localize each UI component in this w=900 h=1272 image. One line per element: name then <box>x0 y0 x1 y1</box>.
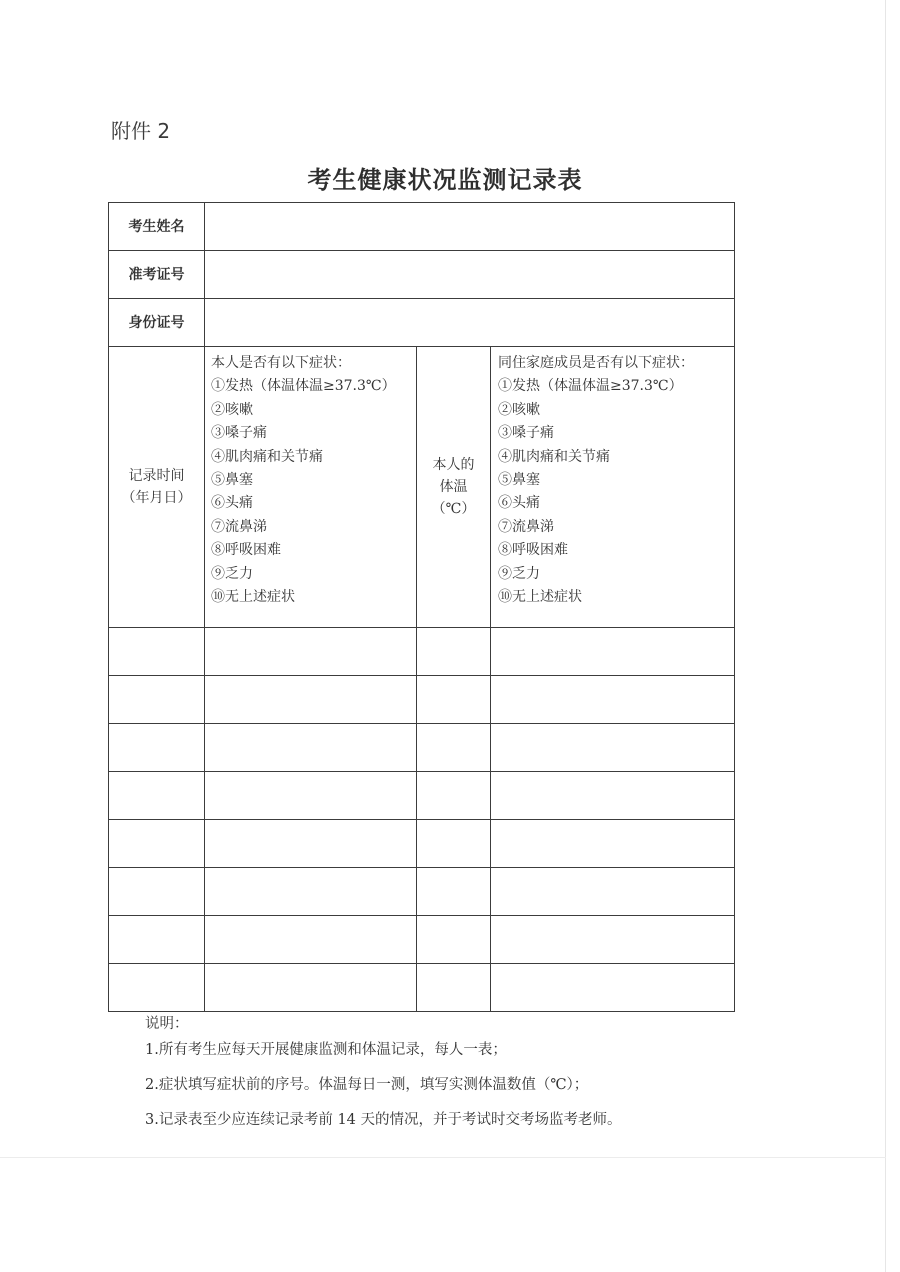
family-symptom-item: ⑧呼吸困难 <box>498 542 568 559</box>
record-date-cell[interactable] <box>109 820 204 867</box>
self-symptom-item: ⑦流鼻涕 <box>211 518 267 535</box>
family-symptom-item: ⑥头痛 <box>498 495 540 512</box>
family-symptom-item: ①发热（体温体温≥37.3℃） <box>498 378 683 395</box>
exam-ticket-label: 准考证号 <box>128 266 185 283</box>
record-temperature-cell[interactable] <box>417 868 490 915</box>
form-title: 考生健康状况监测记录表 <box>307 166 583 194</box>
temperature-unit: （℃） <box>431 501 476 517</box>
record-family-symptom-cell[interactable] <box>491 628 734 675</box>
self-symptom-item: ④肌肉痛和关节痛 <box>211 448 323 465</box>
record-self-symptom-cell[interactable] <box>205 676 416 723</box>
record-self-symptom-cell[interactable] <box>205 724 416 771</box>
table-border-bottom <box>108 1011 735 1012</box>
temperature-label-line2: 体温 <box>439 479 468 495</box>
self-symptom-item: ⑩无上述症状 <box>211 589 295 606</box>
note-item: 2.症状填写症状前的序号。体温每日一测，填写实测体温数值（℃）； <box>145 1077 589 1093</box>
record-temperature-cell[interactable] <box>417 820 490 867</box>
record-family-symptom-cell[interactable] <box>491 724 734 771</box>
record-self-symptom-cell[interactable] <box>205 772 416 819</box>
self-symptom-item: ⑥头痛 <box>211 495 253 512</box>
id-number-field[interactable] <box>205 299 734 346</box>
record-temperature-cell[interactable] <box>417 724 490 771</box>
record-self-symptom-cell[interactable] <box>205 868 416 915</box>
record-time-header <box>109 347 204 627</box>
record-temperature-cell[interactable] <box>417 628 490 675</box>
note-item: 1.所有考生应每天开展健康监测和体温记录，每人一表； <box>145 1042 507 1058</box>
temperature-label-line1: 本人的 <box>432 457 475 473</box>
family-symptoms-heading: 同住家庭成员是否有以下症状： <box>498 355 694 371</box>
record-date-cell[interactable] <box>109 964 204 1011</box>
page-edge-bottom <box>0 1157 886 1158</box>
self-symptoms-header <box>211 352 415 609</box>
attachment-label: 附件 2 <box>111 119 171 143</box>
record-self-symptom-cell[interactable] <box>205 916 416 963</box>
id-number-label: 身份证号 <box>128 314 185 331</box>
record-family-symptom-cell[interactable] <box>491 820 734 867</box>
self-symptom-item: ⑨乏力 <box>211 565 253 582</box>
name-field[interactable] <box>205 203 734 250</box>
record-family-symptom-cell[interactable] <box>491 676 734 723</box>
record-self-symptom-cell[interactable] <box>205 964 416 1011</box>
record-date-cell[interactable] <box>109 868 204 915</box>
record-temperature-cell[interactable] <box>417 772 490 819</box>
family-symptom-item: ③嗓子痛 <box>498 425 554 442</box>
temperature-header <box>417 347 490 627</box>
record-date-cell[interactable] <box>109 916 204 963</box>
record-date-cell[interactable] <box>109 628 204 675</box>
family-symptom-item: ⑨乏力 <box>498 565 540 582</box>
record-self-symptom-cell[interactable] <box>205 628 416 675</box>
record-time-label: 记录时间 <box>128 468 185 484</box>
family-symptom-item: ⑦流鼻涕 <box>498 518 554 535</box>
self-symptom-item: ⑤鼻塞 <box>211 472 253 489</box>
family-symptoms-header <box>498 352 734 609</box>
self-symptoms-heading: 本人是否有以下症状： <box>211 355 351 371</box>
record-date-cell[interactable] <box>109 724 204 771</box>
family-symptom-item: ⑩无上述症状 <box>498 589 582 606</box>
record-temperature-cell[interactable] <box>417 964 490 1011</box>
family-symptom-item: ④肌肉痛和关节痛 <box>498 448 610 465</box>
note-item: 3.记录表至少应连续记录考前 14 天的情况，并于考试时交考场监考老师。 <box>145 1112 622 1128</box>
family-symptom-item: ②咳嗽 <box>498 401 540 418</box>
record-family-symptom-cell[interactable] <box>491 964 734 1011</box>
name-label: 考生姓名 <box>128 218 185 235</box>
record-self-symptom-cell[interactable] <box>205 820 416 867</box>
self-symptom-item: ⑧呼吸困难 <box>211 542 281 559</box>
record-family-symptom-cell[interactable] <box>491 868 734 915</box>
record-temperature-cell[interactable] <box>417 916 490 963</box>
table-border-right <box>734 202 735 1012</box>
self-symptom-item: ③嗓子痛 <box>211 425 267 442</box>
record-date-cell[interactable] <box>109 676 204 723</box>
record-temperature-cell[interactable] <box>417 676 490 723</box>
self-symptom-item: ①发热（体温体温≥37.3℃） <box>211 378 396 395</box>
family-symptom-item: ⑤鼻塞 <box>498 472 540 489</box>
record-date-cell[interactable] <box>109 772 204 819</box>
self-symptom-item: ②咳嗽 <box>211 401 253 418</box>
exam-ticket-field[interactable] <box>205 251 734 298</box>
record-family-symptom-cell[interactable] <box>491 916 734 963</box>
record-family-symptom-cell[interactable] <box>491 772 734 819</box>
record-time-format: （年月日） <box>121 490 192 506</box>
notes-heading: 说明： <box>145 1016 189 1032</box>
